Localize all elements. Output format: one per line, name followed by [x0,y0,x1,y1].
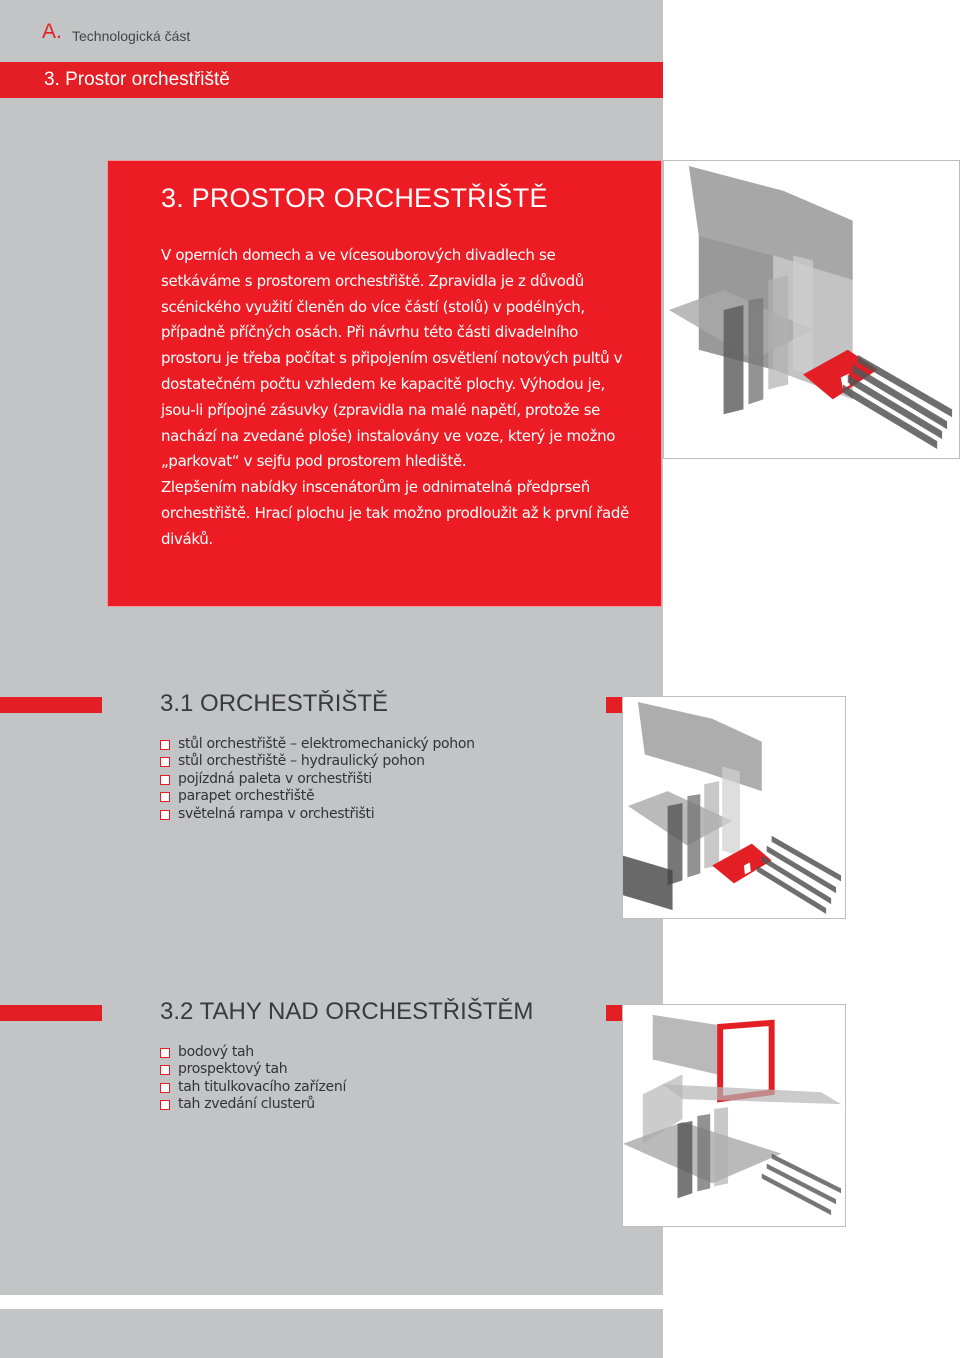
section-letter: A. [42,20,62,43]
section-1-list [160,736,475,823]
page-subtitle: 3. Prostor orchestřiště [44,69,230,90]
bullet-square-icon [160,1083,170,1093]
bullet-square-icon [160,1065,170,1075]
bullet-square-icon [160,1048,170,1058]
section-name: Technologická část [72,28,191,44]
orchestra-pit-illustration [663,160,960,459]
section-2-list [160,1044,346,1114]
bullet-square-icon [160,757,170,767]
section-2-right-marker [606,1005,622,1021]
flying-system-illustration [622,1004,846,1227]
list-item: pojízdná paleta v orchestřišti [160,771,475,788]
list-item: bodový tah [160,1044,346,1061]
list-item: tah zvedání clusterů [160,1096,346,1113]
subtitle-bar [0,62,663,98]
orchestra-pit-render [664,161,959,458]
section-2-title: 3.2 TAHY NAD ORCHESTŘIŠTĚM [160,998,534,1025]
intro-panel [107,160,662,607]
flying-system-render [623,1005,845,1226]
section-1-left-marker [0,697,102,713]
intro-paragraph-1: V operních domech a ve vícesouborových divadlech se setkáváme s prostorem orchestřiště. Zpravidla je z důvodů scénického využití členěn do více částí (stolů) v podélných, případně příčných osách. Při návrhu této části divadelního prostoru je třeba počítat s připojením osvětlení notových pultů v dostatečném počtu vzhledem ke kapacitě plochy. Výhodou je, jsou-li přípojné zásuvky (zpravidla na malé napětí, protože se nachází na zvedané ploše) instalovány ve voze, který je možno „parkovat“ v sejfu pod prostorem hlediště. [161,246,623,471]
bullet-square-icon [160,792,170,802]
list-item: parapet orchestřiště [160,788,475,805]
bullet-square-icon [160,810,170,820]
bullet-square-icon [160,740,170,750]
intro-body [161,243,631,553]
footer-divider [0,1295,663,1309]
bullet-square-icon [160,775,170,785]
list-item: stůl orchestřiště – elektromechanický pohon [160,736,475,753]
bullet-square-icon [160,1100,170,1110]
list-item: světelná rampa v orchestřišti [160,806,475,823]
list-item: tah titulkovacího zařízení [160,1079,346,1096]
intro-paragraph-2: Zlepšením nabídky inscenátorům je odnimatelná předprseň orchestřiště. Hrací plochu je tak možno prodloužit až k první řadě diváků. [161,478,629,548]
intro-title: 3. PROSTOR ORCHESTŘIŠTĚ [161,183,548,213]
orchestra-table-render [623,697,845,918]
section-2-left-marker [0,1005,102,1021]
section-1-right-marker [606,697,622,713]
section-1-title: 3.1 ORCHESTŘIŠTĚ [160,690,389,717]
list-item: prospektový tah [160,1061,346,1078]
orchestra-pit-table-illustration [622,696,846,919]
list-item: stůl orchestřiště – hydraulický pohon [160,753,475,770]
